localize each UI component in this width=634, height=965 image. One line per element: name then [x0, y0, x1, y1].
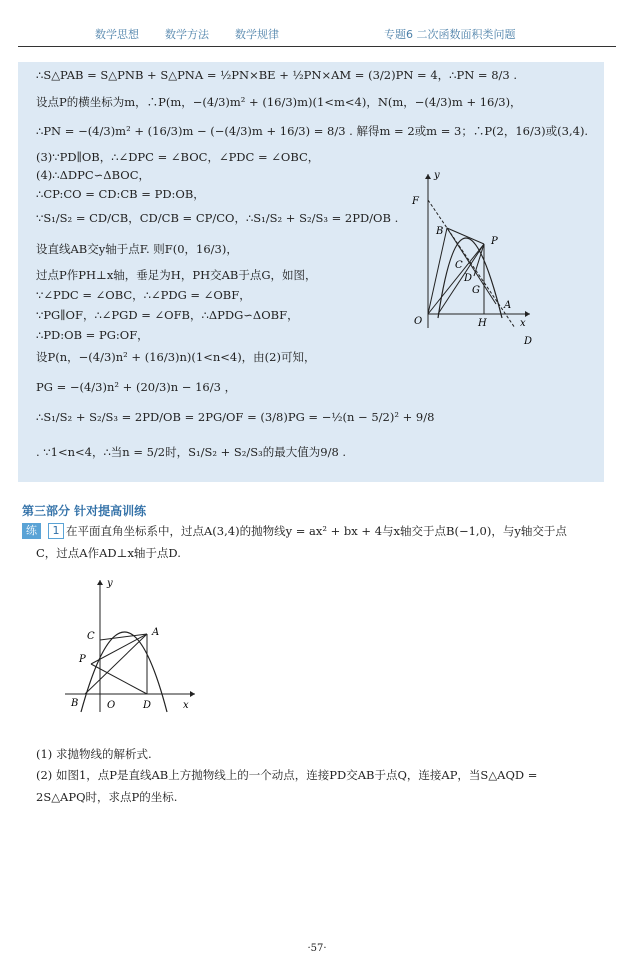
problem-figure [55, 572, 205, 717]
question-2-cont: 2S△APQ时，求点P的坐标. [36, 790, 178, 804]
figure-label: D [464, 273, 473, 284]
solution-line: 过点P作PH⊥x轴，垂足为H，PH交AB于点G，如图， [36, 268, 317, 282]
figure-label: C [455, 260, 463, 271]
solution-line: ∴S₁/S₂ + S₂/S₃ = 2PD/OB = 2PG/OF = (3/8)PG = −½(n − 5/2)² + 9/8 [36, 410, 435, 424]
solution-line: (3)∵PD∥OB，∴∠DPC = ∠BOC，∠PDC = ∠OBC， [36, 150, 320, 164]
question-2: (2) 如图1，点P是直线AB上方抛物线上的一个动点，连接PD交AB于点Q，连接AP，当S△AQD = [36, 768, 538, 782]
running-header [0, 22, 634, 44]
figure-label: C [87, 631, 95, 642]
figure-label: B [71, 698, 79, 709]
question-1: (1) 求抛物线的解析式. [36, 747, 152, 761]
figure-label: F [412, 196, 419, 207]
header-tab: 数学方法 [165, 28, 209, 41]
figure-label: G [472, 285, 480, 296]
figure-label: x [183, 700, 189, 711]
solution-line: PG = −(4/3)n² + (20/3)n − 16/3 ， [36, 380, 237, 394]
practice-number: 1 [48, 523, 64, 539]
figure-label: B [436, 226, 444, 237]
problem-text: 在平面直角坐标系中，过点A(3,4)的抛物线y = ax² + bx + 4与x轴交于点B(−1,0)，与y轴交于点 [66, 524, 567, 538]
header-topic: 专题6 二次函数面积类问题 [384, 28, 516, 41]
section-title: 第三部分 针对提高训练 [22, 504, 147, 518]
figure-label: y [107, 578, 113, 589]
solution-line: ∴PN = −(4/3)m² + (16/3)m − (−(4/3)m + 16/3) = 8/3 . 解得m = 2或m = 3；∴P(2，16/3)或(3,4). [36, 124, 589, 138]
header-tab: 数学规律 [235, 28, 279, 41]
figure-label: D [143, 700, 152, 711]
figure-label: x [520, 318, 526, 329]
figure-label: O [414, 316, 423, 327]
solution-line: ∵PG∥OF，∴∠PGD = ∠OFB，∴ΔPDG∽ΔOBF， [36, 308, 299, 322]
figure-label: A [504, 300, 512, 311]
problem-text: C，过点A作AD⊥x轴于点D. [36, 546, 181, 560]
header-tab: 数学思想 [95, 28, 139, 41]
figure-label: y [434, 170, 440, 181]
figure-label: P [79, 654, 86, 665]
figure-label: O [107, 700, 116, 711]
solution-line: 设点P的横坐标为m，∴P(m，−(4/3)m² + (16/3)m)(1<m<4)，N(m，−(4/3)m + 16/3)， [36, 95, 522, 109]
solution-line: ∴S△PAB = S△PNB + S△PNA = ½PN×BE + ½PN×AM = (3/2)PN = 4，∴PN = 8/3 . [36, 68, 518, 82]
figure-label: P [491, 236, 498, 247]
figure-label: A [152, 627, 160, 638]
figure-label: D [524, 336, 533, 347]
solution-line: ∵S₁/S₂ = CD/CB，CD/CB = CP/CO，∴S₁/S₂ + S₂/S₃ = 2PD/OB . [36, 211, 399, 225]
solution-line: ∴PD:OB = PG:OF， [36, 328, 149, 342]
solution-line: (4)∴ΔDPC∽ΔBOC， [36, 168, 151, 182]
solution-line: 设直线AB交y轴于点F. 则F(0，16/3)， [36, 242, 238, 256]
figure-label: H [478, 318, 487, 329]
solution-line: . ∵1<n<4，∴当n = 5/2时，S₁/S₂ + S₂/S₃的最大值为9/8 . [36, 445, 347, 459]
practice-badge: 练 [22, 523, 41, 539]
page-number: ·57· [307, 943, 327, 954]
solution-figure [400, 168, 550, 358]
solution-line: ∵∠PDC = ∠OBC，∴∠PDG = ∠OBF， [36, 288, 251, 302]
solution-line: 设P(n，−(4/3)n² + (16/3)n)(1<n<4)，由(2)可知， [36, 350, 316, 364]
header-divider [18, 46, 616, 47]
solution-line: ∴CP:CO = CD:CB = PD:OB， [36, 187, 205, 201]
